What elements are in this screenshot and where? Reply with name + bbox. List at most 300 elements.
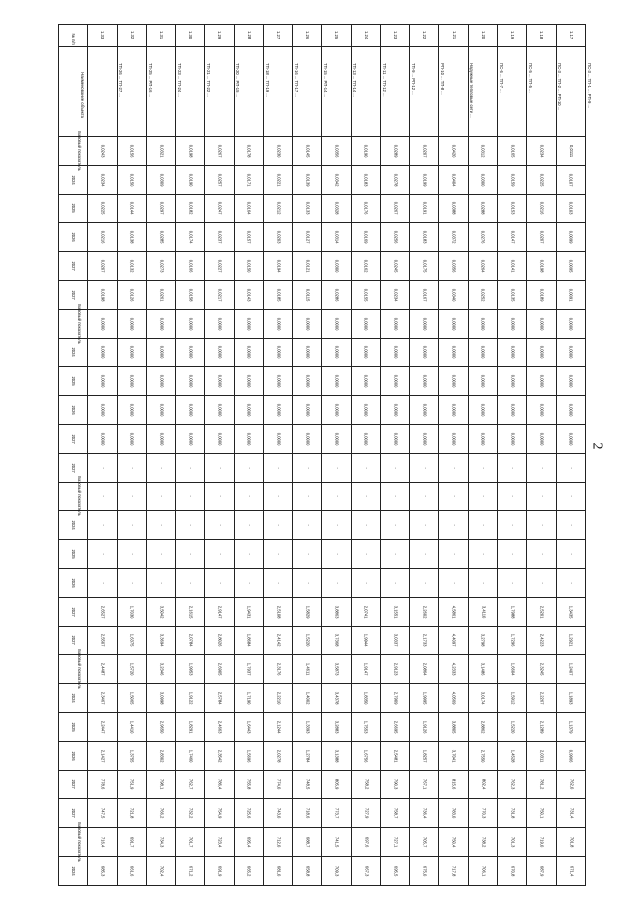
- value-cell: [380, 856, 409, 885]
- cell-text: ПС-3 ... ТП-2 ... РП-10 ...: [557, 62, 563, 110]
- value-cell: [176, 223, 205, 252]
- value-cell: [351, 626, 380, 655]
- cell-text: 2,5481: [393, 749, 399, 763]
- cell-text: 2027: [71, 261, 77, 271]
- cell-text: 2027: [71, 635, 77, 646]
- value-cell: [293, 856, 322, 885]
- cell-text: 709,3: [334, 865, 340, 877]
- value-cell: [205, 511, 234, 540]
- value-cell: [117, 165, 146, 194]
- cell-text: 665,2: [246, 865, 252, 877]
- cell-text: 0,0221: [276, 173, 282, 187]
- value-cell: [234, 309, 263, 338]
- cell-text: 1.32: [129, 31, 135, 40]
- value-cell: [527, 597, 556, 626]
- value-cell: [205, 453, 234, 482]
- cell-text: 1,5220: [510, 720, 516, 734]
- value-cell: [439, 396, 468, 425]
- cell-text: 1.19: [510, 31, 516, 40]
- cell-text: -: [188, 553, 194, 555]
- cell-text: 0,0000: [568, 346, 574, 359]
- value-cell: [380, 223, 409, 252]
- value-cell: [527, 770, 556, 799]
- cell-text: 2,9123: [393, 662, 399, 676]
- value-cell: [468, 223, 497, 252]
- value-cell: [556, 684, 585, 713]
- value-cell: [439, 223, 468, 252]
- cell-text: 1.21: [451, 31, 457, 40]
- value-row: [59, 309, 586, 338]
- value-cell: [322, 165, 351, 194]
- cell-text: 0,0126: [129, 288, 135, 302]
- cell-text: -: [510, 524, 516, 526]
- cell-text: 3,0174: [480, 691, 486, 705]
- value-cell: [117, 655, 146, 684]
- value-cell: [556, 540, 585, 569]
- value-cell: [293, 568, 322, 597]
- value-row: [59, 684, 586, 713]
- value-cell: [146, 828, 175, 857]
- cell-text: Наименование объекта: [80, 71, 86, 118]
- value-cell: [146, 540, 175, 569]
- cell-text: 0,0190: [363, 144, 369, 158]
- value-cell: [468, 741, 497, 770]
- row-number: [497, 25, 526, 47]
- value-cell: [497, 741, 526, 770]
- cell-text: 3,7368: [334, 634, 340, 647]
- cell-text: 0,0178: [246, 144, 252, 158]
- value-cell: [527, 396, 556, 425]
- value-cell: [497, 482, 526, 511]
- value-cell: [88, 655, 117, 684]
- row-number: [263, 25, 292, 47]
- cell-text: 0,0164: [246, 202, 252, 215]
- cell-text: 2,2210: [276, 691, 282, 705]
- cell-text: -: [100, 495, 106, 498]
- value-cell: [439, 828, 468, 857]
- cell-text: -: [188, 524, 194, 526]
- value-cell: [88, 770, 117, 799]
- value-cell: [497, 137, 526, 166]
- value-cell: [176, 396, 205, 425]
- cell-text: 0,0342: [334, 173, 340, 187]
- cell-text: 0,0198: [100, 288, 106, 302]
- cell-text: 0,0000: [305, 346, 311, 359]
- value-cell: [293, 626, 322, 655]
- cell-text: 0,0000: [393, 403, 399, 417]
- cell-text: 0,0182: [188, 202, 194, 215]
- cell-text: 0,0000: [276, 374, 282, 388]
- cell-text: 2,3467: [100, 691, 106, 705]
- value-cell: [556, 223, 585, 252]
- value-cell: [410, 540, 439, 569]
- value-cell: [556, 252, 585, 281]
- value-cell: [351, 453, 380, 482]
- value-cell: [322, 626, 351, 655]
- value-cell: [527, 424, 556, 453]
- value-cell: [322, 568, 351, 597]
- value-cell: [439, 482, 468, 511]
- value-cell: [410, 424, 439, 453]
- cell-text: 0,0165: [510, 144, 516, 158]
- value-cell: [497, 597, 526, 626]
- value-cell: [88, 626, 117, 655]
- value-cell: [205, 770, 234, 799]
- cell-text: 695,4: [246, 836, 252, 848]
- cell-text: 0,0000: [539, 374, 545, 388]
- cell-text: 0,0252: [480, 288, 486, 302]
- cell-text: 0,0000: [188, 403, 194, 417]
- value-cell: [556, 482, 585, 511]
- cell-text: 1,6604: [510, 662, 516, 676]
- value-cell: [556, 338, 585, 367]
- value-cell: [117, 453, 146, 482]
- value-cell: [205, 309, 234, 338]
- cell-text: 3,7041: [451, 749, 457, 763]
- value-cell: [146, 309, 175, 338]
- cell-text: 0,0321: [159, 144, 165, 158]
- value-cell: [293, 482, 322, 511]
- value-cell: [439, 568, 468, 597]
- value-cell: [351, 252, 380, 281]
- value-cell: [88, 799, 117, 828]
- cell-text: 0,0000: [276, 346, 282, 359]
- value-cell: [146, 568, 175, 597]
- value-cell: [117, 338, 146, 367]
- cell-text: 0,0000: [217, 432, 223, 446]
- value-cell: [556, 770, 585, 799]
- value-cell: [234, 194, 263, 223]
- value-cell: [176, 367, 205, 396]
- cell-text: 4,5861: [451, 605, 457, 619]
- value-cell: [88, 511, 117, 540]
- value-cell: [117, 770, 146, 799]
- cell-text: 781,2: [539, 779, 545, 790]
- value-cell: [410, 223, 439, 252]
- cell-text: 0,0000: [246, 346, 252, 359]
- value-cell: [263, 597, 292, 626]
- value-cell: [468, 712, 497, 741]
- cell-text: 0,0000: [422, 317, 428, 331]
- value-cell: [205, 137, 234, 166]
- value-cell: [322, 137, 351, 166]
- value-cell: [263, 540, 292, 569]
- cell-text: 1,6443: [246, 720, 252, 734]
- cell-text: 0,0000: [159, 346, 165, 359]
- cell-text: 0,0267: [217, 144, 223, 158]
- cell-text: 1,4410: [129, 720, 135, 734]
- cell-text: 2,0864: [422, 662, 428, 676]
- cell-text: 2,2602: [422, 605, 428, 619]
- value-cell: [234, 568, 263, 597]
- cell-text: 2,8302: [159, 749, 165, 763]
- cell-text: 0,0000: [363, 346, 369, 359]
- value-cell: [88, 194, 117, 223]
- cell-text: 3,0337: [393, 634, 399, 647]
- cell-text: ТП-20 ... РП-15 ...: [235, 62, 241, 97]
- value-cell: [322, 367, 351, 396]
- cell-text: 0,0000: [217, 374, 223, 388]
- value-cell: [88, 741, 117, 770]
- header-year: [59, 741, 88, 770]
- cell-text: 701,8: [568, 836, 574, 848]
- value-cell: [527, 309, 556, 338]
- value-cell: [176, 280, 205, 309]
- header-year: [59, 511, 88, 540]
- value-cell: [293, 741, 322, 770]
- value-cell: [205, 712, 234, 741]
- value-cell: [410, 626, 439, 655]
- cell-text: 0,0000: [422, 346, 428, 359]
- cell-text: РП-10 ... ТП-8 ...: [440, 62, 446, 95]
- cell-text: 2027: [71, 463, 77, 473]
- header-year: [59, 252, 88, 281]
- cell-text: -: [276, 524, 282, 526]
- value-cell: [439, 338, 468, 367]
- cell-text: 0,0000: [129, 432, 135, 446]
- cell-text: 0,0000: [393, 346, 399, 359]
- value-cell: [380, 568, 409, 597]
- value-cell: [439, 597, 468, 626]
- cell-text: 0,0000: [246, 374, 252, 388]
- cell-text: 658,8: [305, 865, 311, 877]
- value-cell: [410, 799, 439, 828]
- value-cell: [527, 626, 556, 655]
- value-cell: [468, 396, 497, 425]
- value-cell: [176, 511, 205, 540]
- value-cell: [351, 856, 380, 885]
- value-cell: [410, 655, 439, 684]
- cell-text: 790,3: [393, 779, 399, 790]
- value-cell: [556, 597, 585, 626]
- value-cell: [322, 482, 351, 511]
- cell-text: 2027: [71, 290, 77, 300]
- cell-text: 0,0234: [100, 173, 106, 187]
- cell-text: ТП-21 ... ТП-22 ...: [206, 62, 212, 97]
- cell-text: 0,0000: [510, 403, 516, 417]
- cell-text: -: [451, 553, 457, 555]
- cell-text: 0,0000: [334, 317, 340, 331]
- value-cell: [468, 137, 497, 166]
- cell-text: -: [305, 524, 311, 526]
- cell-text: 774,0: [276, 779, 282, 790]
- value-cell: [527, 856, 556, 885]
- cell-text: 766,2: [159, 807, 165, 819]
- value-cell: [205, 223, 234, 252]
- cell-text: 750,4: [451, 836, 457, 848]
- cell-text: 3,0998: [159, 691, 165, 705]
- cell-text: 0,0198: [539, 259, 545, 273]
- cell-text: 2027: [71, 606, 77, 617]
- value-cell: [322, 856, 351, 885]
- value-cell: [234, 597, 263, 626]
- value-cell: [234, 799, 263, 828]
- cell-text: ТП-13 ... ТП-14 ...: [352, 62, 358, 97]
- value-cell: [556, 280, 585, 309]
- cell-text: 719,0: [539, 836, 545, 848]
- value-cell: [88, 137, 117, 166]
- cell-text: 2,1615: [188, 605, 194, 619]
- value-cell: [293, 597, 322, 626]
- cell-text: 0,0000: [363, 432, 369, 446]
- cell-text: 741,5: [334, 836, 340, 848]
- header-year: [59, 338, 88, 367]
- cell-text: 731,8: [510, 807, 516, 819]
- cell-text: 1,6756: [363, 749, 369, 763]
- value-cell: [293, 540, 322, 569]
- cell-text: 0,0286: [334, 288, 340, 302]
- cell-text: 1,7988: [510, 605, 516, 619]
- cell-text: -: [334, 524, 340, 526]
- value-cell: [234, 367, 263, 396]
- cell-text: 675,0: [422, 865, 428, 877]
- cell-text: 3,5873: [334, 662, 340, 676]
- cell-text: 0,0000: [451, 432, 457, 446]
- row-number: [410, 25, 439, 47]
- cell-text: -: [334, 466, 340, 469]
- value-cell: [468, 194, 497, 223]
- value-cell: [468, 338, 497, 367]
- value-cell: [410, 770, 439, 799]
- value-cell: [234, 655, 263, 684]
- value-cell: [410, 741, 439, 770]
- value-cell: [234, 252, 263, 281]
- cell-text: 0,0000: [363, 374, 369, 388]
- cell-text: 0,0234: [393, 288, 399, 302]
- cell-text: 0,0155: [363, 288, 369, 302]
- value-cell: [556, 856, 585, 885]
- value-cell: [88, 597, 117, 626]
- cell-text: 0,0203: [276, 230, 282, 244]
- cell-text: -: [217, 582, 223, 584]
- value-cell: [263, 338, 292, 367]
- value-row: [59, 367, 586, 396]
- value-cell: [263, 741, 292, 770]
- cell-text: ТП-18 ... ТП-19 ...: [264, 62, 270, 97]
- value-cell: [556, 165, 585, 194]
- cell-text: 2025: [71, 203, 77, 214]
- value-cell: [468, 655, 497, 684]
- cell-text: 1,9995: [422, 691, 428, 705]
- value-cell: [88, 482, 117, 511]
- value-cell: [88, 424, 117, 453]
- cell-text: -: [100, 553, 106, 555]
- cell-text: 1,7190: [246, 691, 252, 705]
- value-cell: [88, 338, 117, 367]
- cell-text: -: [129, 553, 135, 555]
- value-cell: [146, 367, 175, 396]
- cell-text: -: [159, 553, 165, 555]
- value-cell: [527, 540, 556, 569]
- cell-text: -: [159, 495, 165, 498]
- value-cell: [556, 511, 585, 540]
- cell-text: 2,9147: [217, 605, 223, 619]
- cell-text: 734,3: [159, 836, 165, 848]
- cell-text: 0,0171: [246, 173, 252, 187]
- cell-text: 721,8: [129, 807, 135, 819]
- cell-text: 0,0356: [334, 144, 340, 158]
- cell-text: 0,0145: [305, 144, 311, 158]
- cell-text: 2026: [71, 750, 77, 761]
- value-cell: [527, 684, 556, 713]
- value-cell: [146, 741, 175, 770]
- cell-text: 2024: [71, 693, 77, 703]
- value-cell: [263, 511, 292, 540]
- value-cell: [322, 655, 351, 684]
- cell-text: 0,0312: [480, 144, 486, 158]
- value-cell: [88, 856, 117, 885]
- cell-text: 0,0099: [568, 230, 574, 244]
- cell-text: 0,0138: [129, 230, 135, 244]
- cell-text: 2027: [71, 779, 77, 790]
- cell-text: Базовый показатель: [76, 649, 82, 690]
- row-number: [439, 25, 468, 47]
- value-cell: [176, 453, 205, 482]
- cell-text: 3,1388: [334, 749, 340, 763]
- cell-text: -: [305, 466, 311, 469]
- value-cell: [176, 684, 205, 713]
- row-number: [146, 25, 175, 47]
- cell-text: -: [159, 582, 165, 584]
- value-cell: [322, 741, 351, 770]
- cell-text: 0,0000: [129, 403, 135, 417]
- value-cell: [293, 453, 322, 482]
- value-row: [59, 223, 586, 252]
- cell-text: -: [363, 495, 369, 498]
- cell-text: 1,9944: [363, 634, 369, 647]
- cell-text: 2024: [71, 347, 77, 358]
- cell-text: 0,0257: [217, 173, 223, 187]
- cell-text: -: [217, 495, 223, 498]
- cell-text: -: [480, 495, 486, 498]
- value-cell: [380, 626, 409, 655]
- cell-text: -: [246, 466, 252, 469]
- value-cell: [176, 137, 205, 166]
- cell-text: 0,0000: [510, 346, 516, 359]
- cell-text: 0,0191: [422, 202, 428, 215]
- value-cell: [468, 770, 497, 799]
- value-cell: [234, 137, 263, 166]
- value-cell: [410, 511, 439, 540]
- cell-text: 0,0300: [334, 259, 340, 273]
- cell-text: 0,0194: [276, 259, 282, 273]
- value-cell: [351, 828, 380, 857]
- cell-text: 0,0166: [188, 259, 194, 273]
- value-cell: [293, 396, 322, 425]
- cell-text: ТП-9 ... РП-12 ...: [411, 62, 417, 95]
- value-row: [59, 165, 586, 194]
- cell-text: 670,8: [510, 865, 516, 877]
- cell-text: 0,0000: [510, 374, 516, 388]
- cell-text: 778,6: [100, 779, 106, 790]
- value-cell: [263, 799, 292, 828]
- value-cell: [117, 137, 146, 166]
- cell-text: 0,0207: [539, 230, 545, 244]
- value-cell: [439, 856, 468, 885]
- value-cell: [88, 828, 117, 857]
- cell-text: ПС-5 ... ТП-5 ...: [528, 62, 534, 93]
- cell-text: 0,0000: [100, 346, 106, 359]
- cell-text: 767,1: [422, 779, 428, 790]
- cell-text: 2,5507: [100, 634, 106, 647]
- value-cell: [146, 597, 175, 626]
- value-cell: [497, 712, 526, 741]
- cell-text: 0,0000: [159, 403, 165, 417]
- value-cell: [146, 799, 175, 828]
- cell-text: 0,0300: [480, 173, 486, 187]
- cell-text: 716,4: [100, 836, 106, 848]
- value-cell: [263, 453, 292, 482]
